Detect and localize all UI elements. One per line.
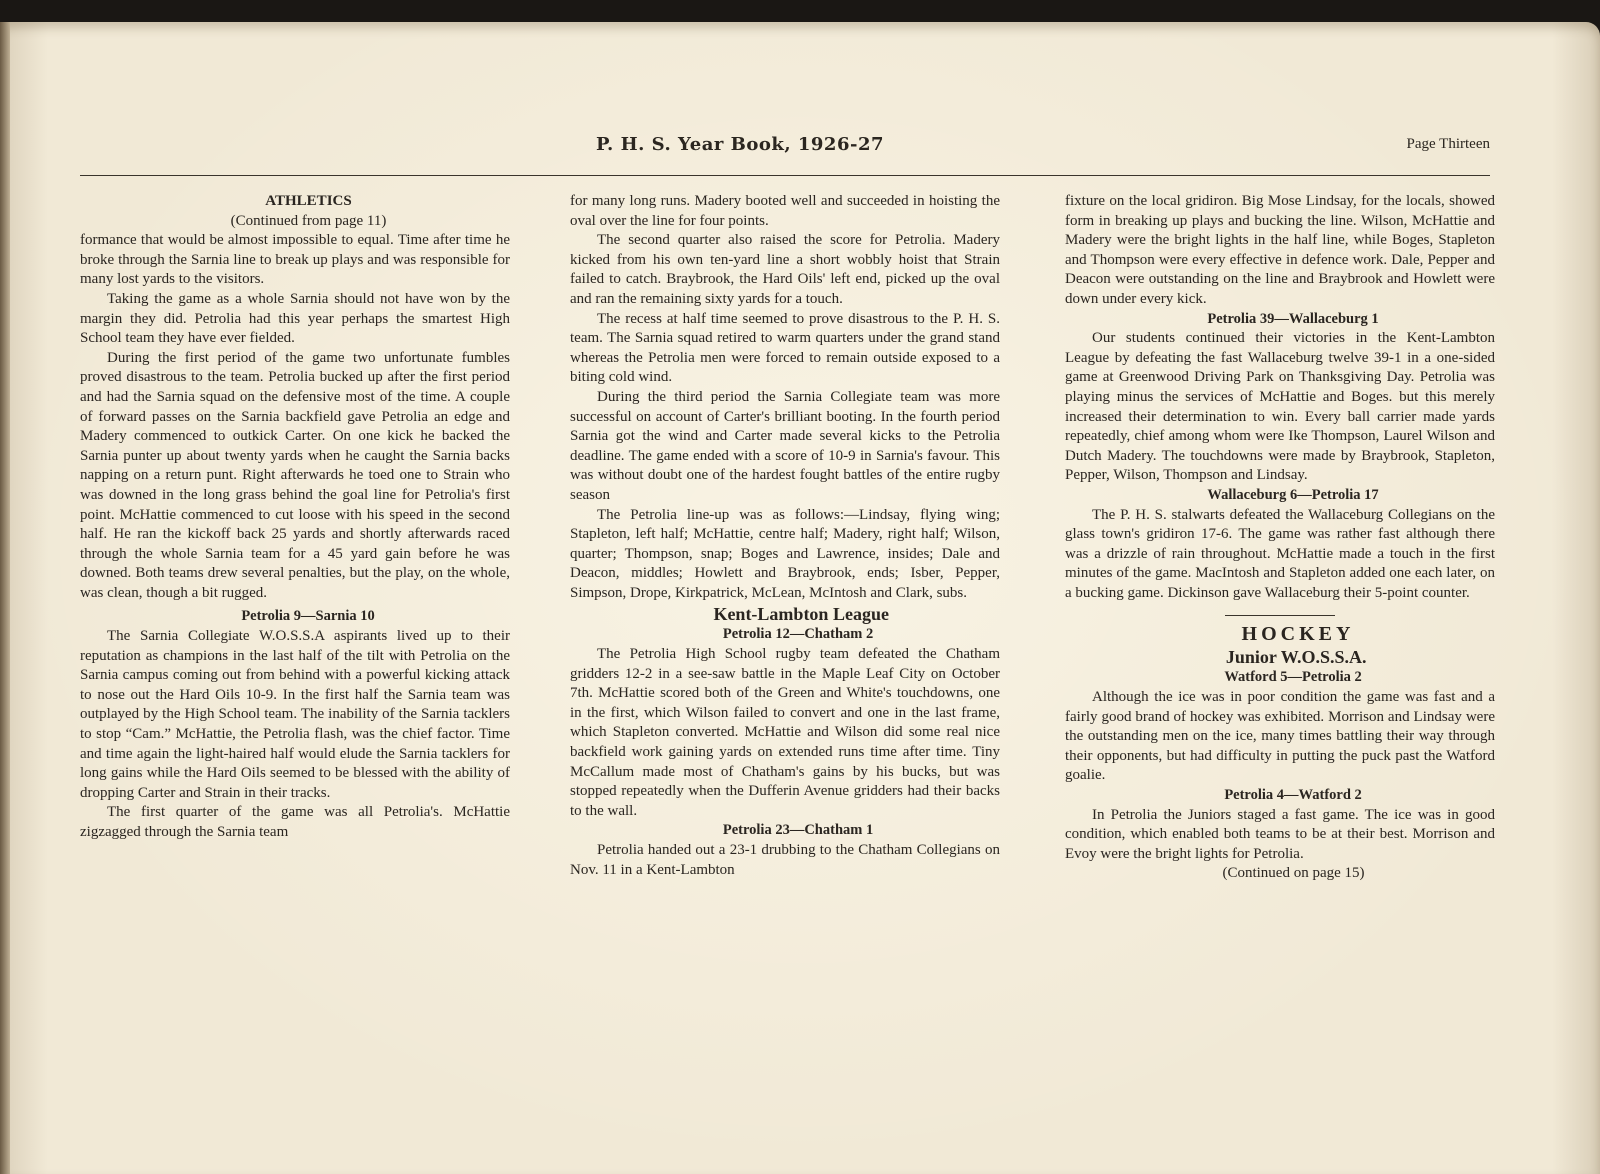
score-heading: Petrolia 12—Chatham 2 xyxy=(722,626,874,643)
paragraph: The Sarnia Collegiate W.O.S.S.A aspirants lived up to their reputation as champions in the last half of the tilt with Petrolia on the Sarnia campus coming out from behind with a powerful kicking attack to nose out the Hard Oils 10-9. In the first half the Sarnia team was outplayed by the High School team. The inability of the Sarnia tacklers to stop “Cam.” McHattie, the Petrolia flash, was the chief factor. Time and time again the light-haired half would elude the Sarnia tacklers for long gains while the Hard Oils seemed to be blessed with the ability of dropping Carter and Strain in their tracks. xyxy=(80,628,510,801)
score-heading: Petrolia 9—Sarnia 10 xyxy=(241,608,375,625)
paragraph: The Petrolia High School rugby team defeated the Chatham gridders 12-2 in a see-saw battle in the Maple Leaf City on October 7th. McHattie scored both of the Green and White's touchdowns, one in the first, which Wilson failed to convert and one in the last frame, which Stapleton converted. McHattie and Wilson did some real nice backfield work gaining yards on extended runs time after time. Tiny McCallum made most of Chatham's gains by his bucks, but was stopped repeatedly when the Dufferin Avenue gridders had their backs to the wall. xyxy=(570,646,1000,819)
section-divider xyxy=(1225,615,1335,616)
page-number: Page Thirteen xyxy=(1406,136,1490,152)
paragraph: Our students continued their victories in the Kent-Lambton League by defeating the fast Wallaceburg twelve 39-1 in a one-sided game at Greenwood Driving Park on Thanksgiving Day. Petrolia was playing minus the services of McHattie and Boges. but this merely increased their determination to win. Every ball carrier made yards repeatedly, chief among whom were Ike Thompson, Laurel Wilson and Dutch Madery. The touchdowns were made by Braybrook, Stapleton, Pepper, Wilson, Thompson and Lindsay. xyxy=(1065,330,1495,484)
score-heading: Watford 5—Petrolia 2 xyxy=(1224,669,1362,686)
continued-on-note: (Continued on page 15) xyxy=(1222,865,1365,882)
score-heading: Petrolia 39—Wallaceburg 1 xyxy=(1207,310,1379,327)
score-heading: Petrolia 23—Chatham 1 xyxy=(722,822,874,839)
subsection-heading: Junior W.O.S.S.A. xyxy=(1225,647,1367,668)
page-binding-edge xyxy=(0,22,10,1174)
paragraph: The P. H. S. stalwarts defeated the Wallaceburg Collegians on the glass town's gridiron 17-6. The game was rather fast although there was a drizzle of rain throughout. McHattie made a touch in the first minutes of the game. MacIntosh and Stapleton added one each later, on a bucking game. Dickinson gave Wallaceburg their 5-point counter. xyxy=(1065,506,1495,601)
paragraph: In Petrolia the Juniors staged a fast game. The ice was in good condition, which enabled both teams to be at their best. Morrison and Evoy were the bright lights for Petrolia. xyxy=(1065,806,1495,862)
paragraph: During the first period of the game two unfortunate fumbles proved disastrous to the team. Petrolia bucked up after the first period and had the Sarnia squad on the defensive most of the time. A couple of forward passes on the Sarnia backfield gave Petrolia an edge and Madery commenced to outkick Carter. On one kick he backed the Sarnia punter up about twenty yards when he caught the Sarnia backs napping on a return punt. Right afterwards he toed one to Strain who was downed in the long grass behind the goal line for Petrolia's first point. McHattie commenced to cut loose with his speed in the second half. He ran the kickoff back 25 yards and shortly afterwards raced through the whole Sarnia team for a 45 yard gain before he was downed. Both teams drew several penalties, but the play, on the whole, was clean, though a bit rugged. xyxy=(80,349,510,601)
score-heading: Petrolia 4—Watford 2 xyxy=(1224,787,1362,804)
header-rule xyxy=(80,175,1490,176)
paragraph: The first quarter of the game was all Petrolia's. McHattie zigzagged through the Sarnia team xyxy=(80,804,510,840)
paragraph: The second quarter also raised the score for Petrolia. Madery kicked from his own ten-yard line a short wobbly hoist that Strain failed to catch. Braybrook, the Hard Oils' left end, picked up the oval and ran the remaining sixty yards for a touch. xyxy=(570,232,1000,307)
paragraph: Although the ice was in poor condition the game was fast and a fairly good brand of hockey was exhibited. Morrison and Lindsay were the outstanding men on the ice, many times battling their way through their opponents, but had difficulty in putting the puck past the Watford goalie. xyxy=(1065,689,1495,784)
section-heading-hockey: HOCKEY xyxy=(1241,623,1355,646)
paragraph: During the third period the Sarnia Collegiate team was more successful on account of Carter's brilliant booting. In the fourth period Sarnia got the wind and Carter made several kicks to the Petrolia deadline. The game ended with a score of 10-9 in Sarnia's favour. This was without doubt one of the hardest fought battles of the entire rugby season xyxy=(570,388,1000,503)
paragraph: Petrolia handed out a 23-1 drubbing to the Chatham Collegians on Nov. 11 in a Kent-Lambton xyxy=(570,842,1000,878)
league-heading: Kent-Lambton League xyxy=(713,604,889,625)
continued-from-note: (Continued from page 11) xyxy=(230,212,387,229)
column-1 xyxy=(80,192,510,843)
section-heading-athletics: ATHLETICS xyxy=(265,193,352,209)
paragraph: Taking the game as a whole Sarnia should not have won by the margin they did. Petrolia had this year perhaps the smartest High School team they have ever fielded. xyxy=(80,290,510,347)
paragraph: The Petrolia line-up was as follows:—Lindsay, flying wing; Stapleton, left half; McHattie, centre half; Madery, right half; Wilson, quarter; Thompson, snap; Boges and Lawrence, insides; Dale and Deacon, middles; Howlett and Braybrook, ends; Isber, Pepper, Simpson, Drope, Kirkpatrick, McLean, McIntosh and Clark, subs. xyxy=(570,506,1000,601)
paragraph: formance that would be almost impossible to equal. Time after time he broke through the Sarnia line to break up plays and was responsible for many lost yards to the visitors. xyxy=(80,232,510,288)
running-title: P. H. S. Year Book, 1926-27 xyxy=(595,134,885,155)
paragraph: for many long runs. Madery booted well and succeeded in hoisting the oval over the line for four points. xyxy=(570,193,1000,229)
column-2 xyxy=(570,192,1000,880)
page-header xyxy=(80,132,1490,174)
paragraph: The recess at half time seemed to prove disastrous to the P. H. S. team. The Sarnia squad retired to warm quarters under the grand stand whereas the Petrolia men were forced to remain outside exposed to a biting cold wind. xyxy=(570,310,1000,386)
column-3 xyxy=(1065,192,1495,884)
paragraph: fixture on the local gridiron. Big Mose Lindsay, for the locals, showed form in breaking up plays and bucking the line. Wilson, McHattie and Madery were the bright lights in the half line, while Boges, Stapleton and Thompson were every effective in defence work. Dale, Pepper and Deacon were outstanding on the line and Braybrook and Howlett were down under every kick. xyxy=(1065,193,1495,307)
score-heading: Wallaceburg 6—Petrolia 17 xyxy=(1207,486,1379,503)
